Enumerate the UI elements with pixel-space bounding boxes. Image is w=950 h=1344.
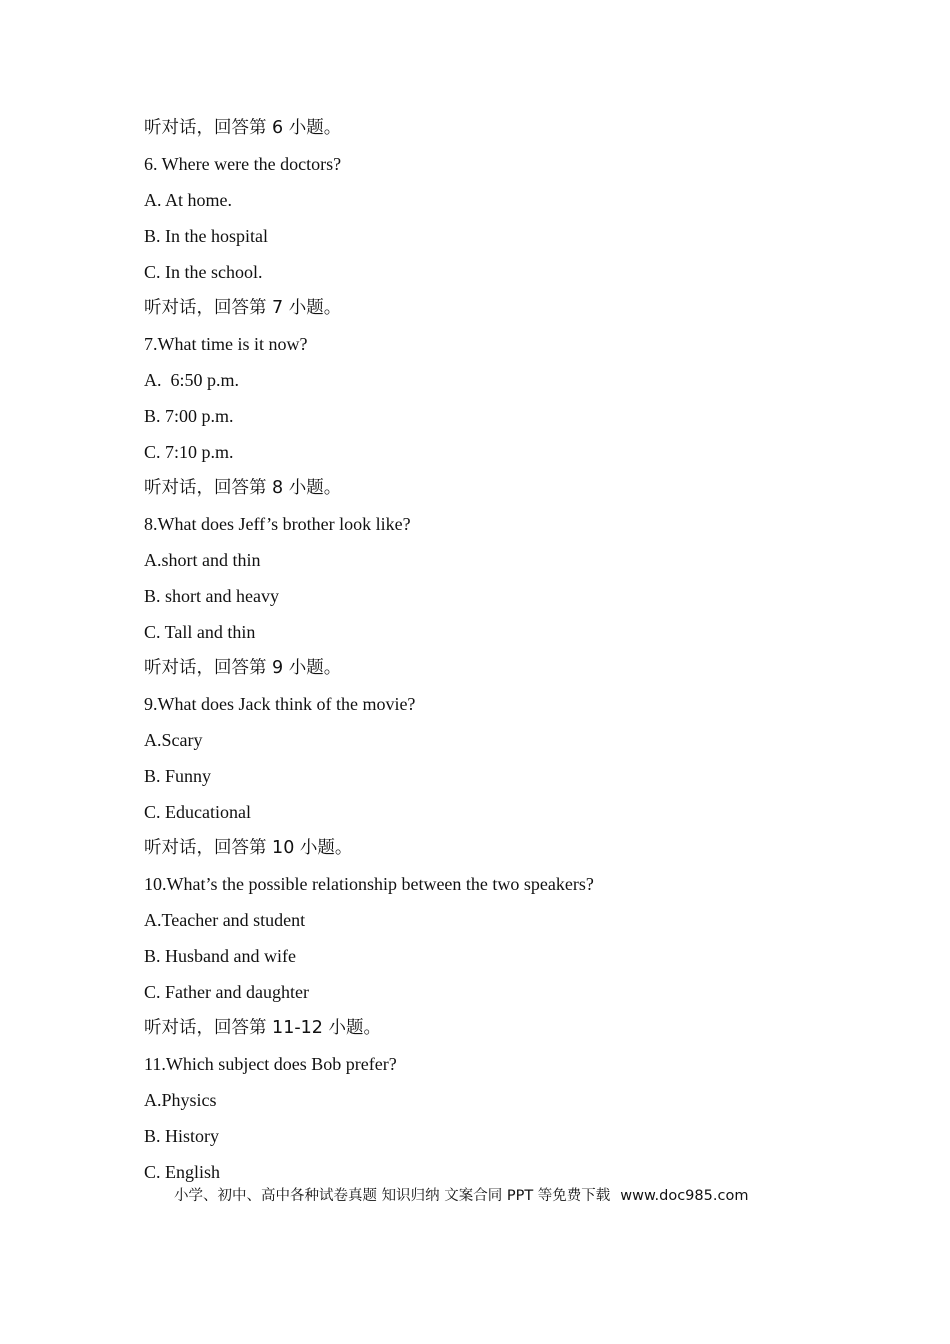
section-heading: 听对话，回答第 6 小题。 bbox=[144, 118, 342, 138]
section-heading: 听对话，回答第 9 小题。 bbox=[144, 658, 342, 678]
exam-content bbox=[144, 114, 864, 1194]
footer-text: 小学、初中、高中各种试卷真题 知识归纳 文案合同 PPT 等免费下载 bbox=[174, 1188, 611, 1204]
question-text: 6. Where were the doctors? bbox=[144, 154, 342, 174]
answer-option: A.short and thin bbox=[144, 550, 261, 570]
answer-option: C. English bbox=[144, 1162, 221, 1182]
question-text: 7.What time is it now? bbox=[144, 334, 308, 354]
answer-option: B. History bbox=[144, 1126, 220, 1146]
section-heading: 听对话，回答第 7 小题。 bbox=[144, 298, 342, 318]
footer-url[interactable]: www.doc985.com bbox=[620, 1188, 749, 1204]
answer-option: C. In the school. bbox=[144, 262, 263, 282]
answer-option: B. In the hospital bbox=[144, 226, 268, 246]
section-heading: 听对话，回答第 8 小题。 bbox=[144, 478, 342, 498]
section-heading: 听对话，回答第 11-12 小题。 bbox=[144, 1018, 381, 1038]
question-text: 9.What does Jack think of the movie? bbox=[144, 694, 416, 714]
answer-option: C. Educational bbox=[144, 802, 251, 822]
answer-option: C. Tall and thin bbox=[144, 622, 256, 642]
question-text: 8.What does Jeff’s brother look like? bbox=[144, 514, 411, 534]
answer-option: B. 7:00 p.m. bbox=[144, 406, 234, 426]
page-footer bbox=[174, 1185, 814, 1207]
section-heading: 听对话，回答第 10 小题。 bbox=[144, 838, 353, 858]
answer-option: A.Physics bbox=[144, 1090, 217, 1110]
answer-option: C. Father and daughter bbox=[144, 982, 309, 1002]
question-text: 10.What’s the possible relationship between the two speakers? bbox=[144, 874, 594, 894]
answer-option: A.Teacher and student bbox=[144, 910, 306, 930]
answer-option: A.Scary bbox=[144, 730, 203, 750]
question-text: 11.Which subject does Bob prefer? bbox=[144, 1054, 397, 1074]
answer-option: A. 6:50 p.m. bbox=[144, 370, 240, 390]
answer-option: B. Husband and wife bbox=[144, 946, 296, 966]
answer-option: C. 7:10 p.m. bbox=[144, 442, 234, 462]
answer-option: A. At home. bbox=[144, 190, 232, 210]
answer-option: B. Funny bbox=[144, 766, 212, 786]
answer-option: B. short and heavy bbox=[144, 586, 279, 606]
